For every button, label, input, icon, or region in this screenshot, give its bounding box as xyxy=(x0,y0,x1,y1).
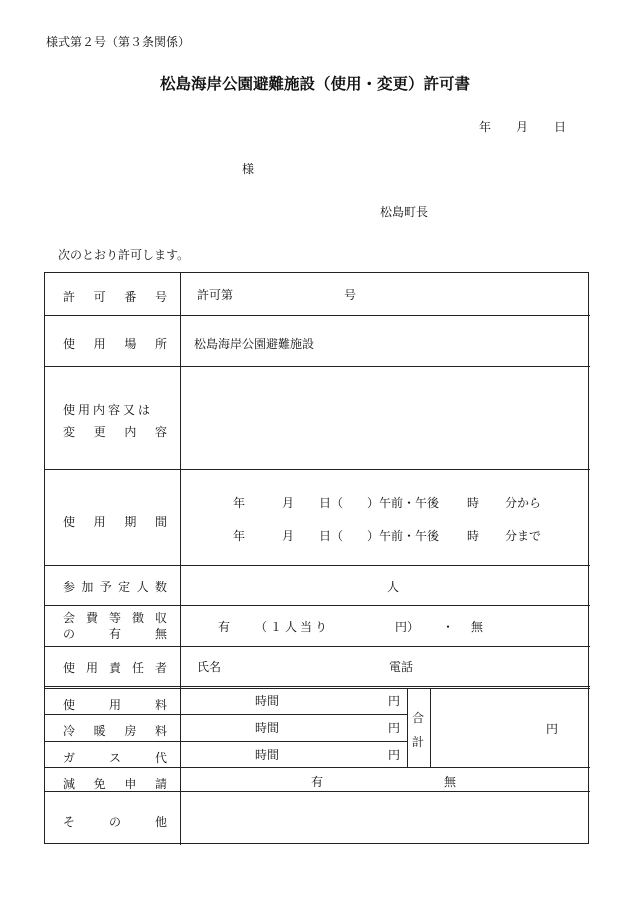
fee-per-person: （１人当り xyxy=(255,620,331,634)
participants-label: 参 加 予 定 人 数 xyxy=(63,580,167,594)
gas-fee-yen: 円 xyxy=(388,748,401,762)
responsible-name: 氏名 xyxy=(197,660,222,674)
gas-fee-label: ガ ス 代 xyxy=(63,751,167,765)
participants-unit: 人 xyxy=(387,580,400,594)
total-label-char1: 合 xyxy=(412,711,425,725)
date-year-label: 年 xyxy=(479,120,492,134)
fee-yes: 有 xyxy=(218,620,231,634)
period-end-day: 日（ ）午前・午後 xyxy=(319,529,440,543)
fee-yen-close: 円） xyxy=(395,620,420,634)
responsible-label: 使 用 責 任 者 xyxy=(63,661,167,675)
period-start-month: 月 xyxy=(282,496,295,510)
usage-fee-yen: 円 xyxy=(388,694,401,708)
other-label: そ の 他 xyxy=(63,815,167,829)
gas-fee-hours: 時間 xyxy=(255,748,280,762)
heating-fee-label: 冷 暖 房 料 xyxy=(63,724,167,738)
period-label: 使 用 期 間 xyxy=(63,515,167,529)
exemption-no: 無 xyxy=(444,775,457,789)
exemption-label: 減 免 申 請 xyxy=(63,777,167,791)
period-end-year: 年 xyxy=(233,529,246,543)
fee-collection-label-line2: の 有 無 xyxy=(63,627,167,641)
period-start-hour: 時 xyxy=(467,496,480,510)
total-label-char2: 計 xyxy=(412,735,425,749)
period-start-minute: 分から xyxy=(505,496,542,510)
period-start-day: 日（ ）午前・午後 xyxy=(319,496,440,510)
period-end-month: 月 xyxy=(282,529,295,543)
period-end-minute: 分まで xyxy=(505,529,542,543)
form-number: 様式第２号（第３条関係） xyxy=(46,35,191,49)
fee-collection-label-line1: 会 費 等 徴 収 xyxy=(63,611,167,625)
usage-fee-label: 使 用 料 xyxy=(63,698,167,712)
permit-form-table xyxy=(44,272,589,844)
place-label: 使 用 場 所 xyxy=(63,337,167,351)
fee-separator: ・ xyxy=(442,620,455,634)
date-month-label: 月 xyxy=(516,120,529,134)
permit-number-suffix: 号 xyxy=(344,288,357,302)
intro-text: 次のとおり許可します。 xyxy=(58,248,190,262)
exemption-yes: 有 xyxy=(311,775,324,789)
period-start-year: 年 xyxy=(233,496,246,510)
heating-fee-yen: 円 xyxy=(388,721,401,735)
content-label-line2: 変 更 内 容 xyxy=(63,425,167,439)
heating-fee-hours: 時間 xyxy=(255,721,280,735)
issuer-name: 松島町長 xyxy=(380,205,429,219)
addressee-suffix: 様 xyxy=(242,162,255,176)
place-value: 松島海岸公園避難施設 xyxy=(194,337,315,351)
fee-no: 無 xyxy=(471,620,484,634)
document-title: 松島海岸公園避難施設（使用・変更）許可書 xyxy=(159,74,470,93)
permit-number-prefix: 許可第 xyxy=(197,288,234,302)
period-end-hour: 時 xyxy=(467,529,480,543)
date-day-label: 日 xyxy=(554,120,567,134)
usage-fee-hours: 時間 xyxy=(255,694,280,708)
permit-number-label: 許 可 番 号 xyxy=(63,290,167,304)
content-label-line1: 使用内容又は xyxy=(63,403,154,417)
total-yen: 円 xyxy=(546,722,559,736)
responsible-phone: 電話 xyxy=(389,660,414,674)
